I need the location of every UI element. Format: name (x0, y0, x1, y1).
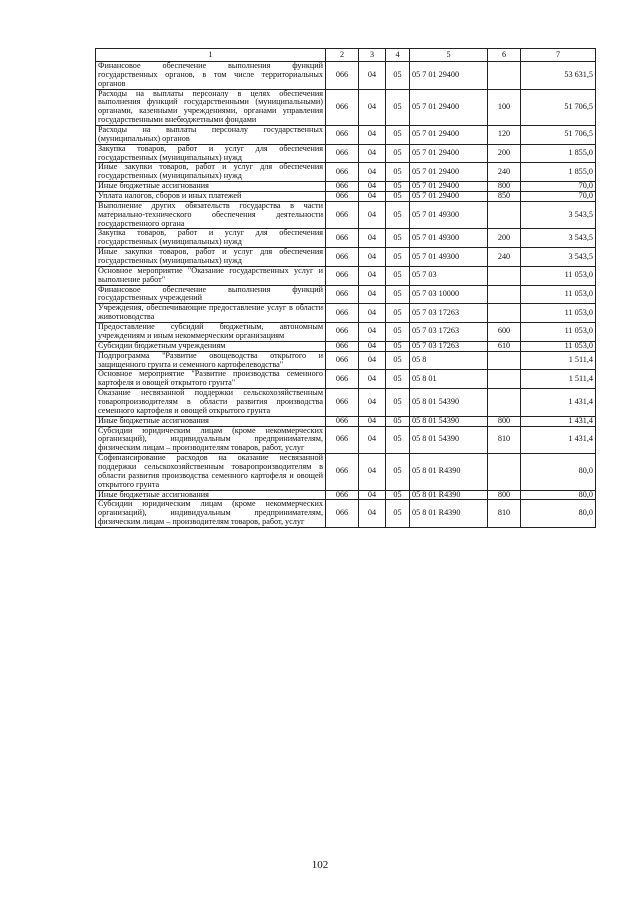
row-name-cell: Расходы на выплаты персоналу в целях обеспечения выполнения функций государственными (муниципальными) органами, казенными учреждениями, органами управления государственными внебюджетными фондами (96, 89, 326, 125)
sum-cell: 80,0 (521, 454, 596, 490)
sum-cell: 11 053,0 (521, 304, 596, 323)
vr-cell: 800 (488, 182, 521, 192)
row-name-cell: Оказание несвязанной поддержки сельскохозяйственным товаропроизводителям в области развития производства семенного картофеля и овощей открытого грунта (96, 389, 326, 417)
header-cell: 2 (326, 49, 359, 62)
sum-cell: 1 511,4 (521, 351, 596, 370)
vr-cell: 240 (488, 163, 521, 182)
rz-cell: 04 (359, 304, 386, 323)
grbs-cell: 066 (326, 126, 359, 145)
vr-cell: 810 (488, 426, 521, 454)
vr-cell: 850 (488, 192, 521, 202)
header-cell: 3 (359, 49, 386, 62)
sum-cell: 70,0 (521, 182, 596, 192)
csr-cell: 05 8 (410, 351, 488, 370)
csr-cell: 05 8 01 R4390 (410, 454, 488, 490)
table-row (96, 192, 596, 202)
header-cell: 6 (488, 49, 521, 62)
table-row (96, 323, 596, 342)
rz-cell: 04 (359, 389, 386, 417)
grbs-cell: 066 (326, 62, 359, 90)
row-name-cell: Предоставление субсидий бюджетным, автономным учреждениям и иным некоммерческим организациям (96, 323, 326, 342)
table-row (96, 370, 596, 389)
table-row (96, 304, 596, 323)
pr-cell: 05 (386, 341, 410, 351)
row-name-cell: Софинансирование расходов на оказание несвязанной поддержки сельскохозяйственным товаропроизводителям в области развития производства семенного картофеля и овощей открытого грунта (96, 454, 326, 490)
table-row (96, 266, 596, 285)
pr-cell: 05 (386, 389, 410, 417)
vr-cell: 120 (488, 126, 521, 145)
grbs-cell: 066 (326, 304, 359, 323)
header-row (96, 49, 596, 62)
vr-cell (488, 304, 521, 323)
rz-cell: 04 (359, 229, 386, 248)
pr-cell: 05 (386, 89, 410, 125)
grbs-cell: 066 (326, 285, 359, 304)
pr-cell: 05 (386, 182, 410, 192)
rz-cell: 04 (359, 144, 386, 163)
table-row (96, 163, 596, 182)
rz-cell: 04 (359, 490, 386, 500)
page-number: 102 (311, 859, 329, 871)
grbs-cell: 066 (326, 229, 359, 248)
sum-cell: 80,0 (521, 490, 596, 500)
table-row (96, 62, 596, 90)
rz-cell: 04 (359, 323, 386, 342)
table-row (96, 126, 596, 145)
sum-cell: 1 511,4 (521, 370, 596, 389)
csr-cell: 05 8 01 54390 (410, 426, 488, 454)
rz-cell: 04 (359, 351, 386, 370)
rz-cell: 04 (359, 89, 386, 125)
header-cell: 1 (96, 49, 326, 62)
sum-cell: 70,0 (521, 192, 596, 202)
table-row (96, 201, 596, 229)
grbs-cell: 066 (326, 163, 359, 182)
vr-cell (488, 266, 521, 285)
sum-cell: 53 631,5 (521, 62, 596, 90)
sum-cell: 1 431,4 (521, 416, 596, 426)
pr-cell: 05 (386, 192, 410, 202)
csr-cell: 05 7 01 29400 (410, 126, 488, 145)
grbs-cell: 066 (326, 370, 359, 389)
pr-cell: 05 (386, 416, 410, 426)
grbs-cell: 066 (326, 341, 359, 351)
table-row (96, 416, 596, 426)
grbs-cell: 066 (326, 266, 359, 285)
vr-cell: 240 (488, 248, 521, 267)
row-name-cell: Расходы на выплаты персоналу государственных (муниципальных) органов (96, 126, 326, 145)
vr-cell: 610 (488, 341, 521, 351)
table-row (96, 248, 596, 267)
pr-cell: 05 (386, 201, 410, 229)
csr-cell: 05 8 01 54390 (410, 416, 488, 426)
pr-cell: 05 (386, 163, 410, 182)
row-name-cell: Уплата налогов, сборов и иных платежей (96, 192, 326, 202)
pr-cell: 05 (386, 285, 410, 304)
rz-cell: 04 (359, 285, 386, 304)
grbs-cell: 066 (326, 490, 359, 500)
sum-cell: 3 543,5 (521, 201, 596, 229)
rz-cell: 04 (359, 182, 386, 192)
rz-cell: 04 (359, 426, 386, 454)
csr-cell: 05 7 01 49300 (410, 201, 488, 229)
rz-cell: 04 (359, 370, 386, 389)
header-cell: 4 (386, 49, 410, 62)
grbs-cell: 066 (326, 192, 359, 202)
pr-cell: 05 (386, 266, 410, 285)
table-row (96, 285, 596, 304)
rz-cell: 04 (359, 266, 386, 285)
table-row (96, 229, 596, 248)
grbs-cell: 066 (326, 248, 359, 267)
grbs-cell: 066 (326, 182, 359, 192)
rz-cell: 04 (359, 341, 386, 351)
row-name-cell: Иные бюджетные ассигнования (96, 416, 326, 426)
row-name-cell: Субсидии бюджетным учреждениям (96, 341, 326, 351)
sum-cell: 51 706,5 (521, 126, 596, 145)
grbs-cell: 066 (326, 351, 359, 370)
vr-cell (488, 370, 521, 389)
table-row (96, 144, 596, 163)
grbs-cell: 066 (326, 144, 359, 163)
rz-cell: 04 (359, 454, 386, 490)
csr-cell: 05 7 03 17263 (410, 341, 488, 351)
vr-cell: 810 (488, 500, 521, 528)
vr-cell: 200 (488, 144, 521, 163)
rz-cell: 04 (359, 201, 386, 229)
rz-cell: 04 (359, 126, 386, 145)
vr-cell: 800 (488, 490, 521, 500)
rz-cell: 04 (359, 163, 386, 182)
csr-cell: 05 7 03 17263 (410, 323, 488, 342)
row-name-cell: Субсидии юридическим лицам (кроме некоммерческих организаций), индивидуальным предпринимателям, физическим лицам – производителям товаров, работ, услуг (96, 500, 326, 528)
pr-cell: 05 (386, 144, 410, 163)
row-name-cell: Финансовое обеспечение выполнения функций государственных органов, в том числе территориальных органов (96, 62, 326, 90)
csr-cell: 05 7 01 49300 (410, 229, 488, 248)
pr-cell: 05 (386, 248, 410, 267)
sum-cell: 11 053,0 (521, 285, 596, 304)
pr-cell: 05 (386, 229, 410, 248)
vr-cell: 800 (488, 416, 521, 426)
table-row (96, 351, 596, 370)
grbs-cell: 066 (326, 323, 359, 342)
pr-cell: 05 (386, 304, 410, 323)
row-name-cell: Учреждения, обеспечивающие предоставление услуг в области животноводства (96, 304, 326, 323)
sum-cell: 51 706,5 (521, 89, 596, 125)
pr-cell: 05 (386, 62, 410, 90)
csr-cell: 05 8 01 R4390 (410, 490, 488, 500)
grbs-cell: 066 (326, 454, 359, 490)
rz-cell: 04 (359, 500, 386, 528)
vr-cell: 600 (488, 323, 521, 342)
sum-cell: 80,0 (521, 500, 596, 528)
csr-cell: 05 7 03 10000 (410, 285, 488, 304)
vr-cell (488, 389, 521, 417)
pr-cell: 05 (386, 370, 410, 389)
csr-cell: 05 7 01 29400 (410, 163, 488, 182)
row-name-cell: Субсидии юридическим лицам (кроме некоммерческих организаций), индивидуальным предпринимателям, физическим лицам – производителям товаров, работ, услуг (96, 426, 326, 454)
row-name-cell: Финансовое обеспечение выполнения функций государственных учреждений (96, 285, 326, 304)
row-name-cell: Подпрограмма "Развитие овощеводства открытого и защищенного грунта и семенного картофелеводства" (96, 351, 326, 370)
sum-cell: 1 855,0 (521, 144, 596, 163)
table-row (96, 500, 596, 528)
row-name-cell: Основное мероприятие "Развитие производства семенного картофеля и овощей открытого грунта" (96, 370, 326, 389)
csr-cell: 05 7 01 29400 (410, 89, 488, 125)
pr-cell: 05 (386, 454, 410, 490)
csr-cell: 05 7 01 29400 (410, 192, 488, 202)
row-name-cell: Основное мероприятие "Оказание государственных услуг и выполнение работ" (96, 266, 326, 285)
row-name-cell: Иные закупки товаров, работ и услуг для обеспечения государственных (муниципальных) нужд (96, 248, 326, 267)
grbs-cell: 066 (326, 416, 359, 426)
row-name-cell: Иные закупки товаров, работ и услуг для обеспечения государственных (муниципальных) нужд (96, 163, 326, 182)
pr-cell: 05 (386, 351, 410, 370)
row-name-cell: Иные бюджетные ассигнования (96, 490, 326, 500)
sum-cell: 11 053,0 (521, 266, 596, 285)
csr-cell: 05 7 01 29400 (410, 62, 488, 90)
rz-cell: 04 (359, 416, 386, 426)
csr-cell: 05 7 01 29400 (410, 182, 488, 192)
pr-cell: 05 (386, 490, 410, 500)
vr-cell (488, 351, 521, 370)
row-name-cell: Иные бюджетные ассигнования (96, 182, 326, 192)
grbs-cell: 066 (326, 89, 359, 125)
sum-cell: 11 053,0 (521, 341, 596, 351)
vr-cell: 200 (488, 229, 521, 248)
grbs-cell: 066 (326, 201, 359, 229)
sum-cell: 3 543,5 (521, 248, 596, 267)
pr-cell: 05 (386, 426, 410, 454)
csr-cell: 05 7 03 17263 (410, 304, 488, 323)
pr-cell: 05 (386, 323, 410, 342)
table-row (96, 454, 596, 490)
grbs-cell: 066 (326, 389, 359, 417)
vr-cell (488, 62, 521, 90)
pr-cell: 05 (386, 500, 410, 528)
row-name-cell: Закупка товаров, работ и услуг для обеспечения государственных (муниципальных) нужд (96, 229, 326, 248)
vr-cell: 100 (488, 89, 521, 125)
sum-cell: 1 431,4 (521, 389, 596, 417)
rz-cell: 04 (359, 192, 386, 202)
vr-cell (488, 454, 521, 490)
csr-cell: 05 7 03 (410, 266, 488, 285)
table-row (96, 341, 596, 351)
vr-cell (488, 201, 521, 229)
sum-cell: 1 431,4 (521, 426, 596, 454)
csr-cell: 05 7 01 29400 (410, 144, 488, 163)
rz-cell: 04 (359, 62, 386, 90)
grbs-cell: 066 (326, 500, 359, 528)
row-name-cell: Закупка товаров, работ и услуг для обеспечения государственных (муниципальных) нужд (96, 144, 326, 163)
header-cell: 5 (410, 49, 488, 62)
table-row (96, 426, 596, 454)
header-cell: 7 (521, 49, 596, 62)
budget-table (95, 48, 596, 528)
csr-cell: 05 8 01 (410, 370, 488, 389)
csr-cell: 05 8 01 54390 (410, 389, 488, 417)
sum-cell: 11 053,0 (521, 323, 596, 342)
row-name-cell: Выполнение других обязательств государства в части материально-технического обеспечения деятельности государственного органа (96, 201, 326, 229)
csr-cell: 05 8 01 R4390 (410, 500, 488, 528)
sum-cell: 3 543,5 (521, 229, 596, 248)
grbs-cell: 066 (326, 426, 359, 454)
csr-cell: 05 7 01 49300 (410, 248, 488, 267)
vr-cell (488, 285, 521, 304)
pr-cell: 05 (386, 126, 410, 145)
table-row (96, 389, 596, 417)
rz-cell: 04 (359, 248, 386, 267)
table-row (96, 89, 596, 125)
sum-cell: 1 855,0 (521, 163, 596, 182)
